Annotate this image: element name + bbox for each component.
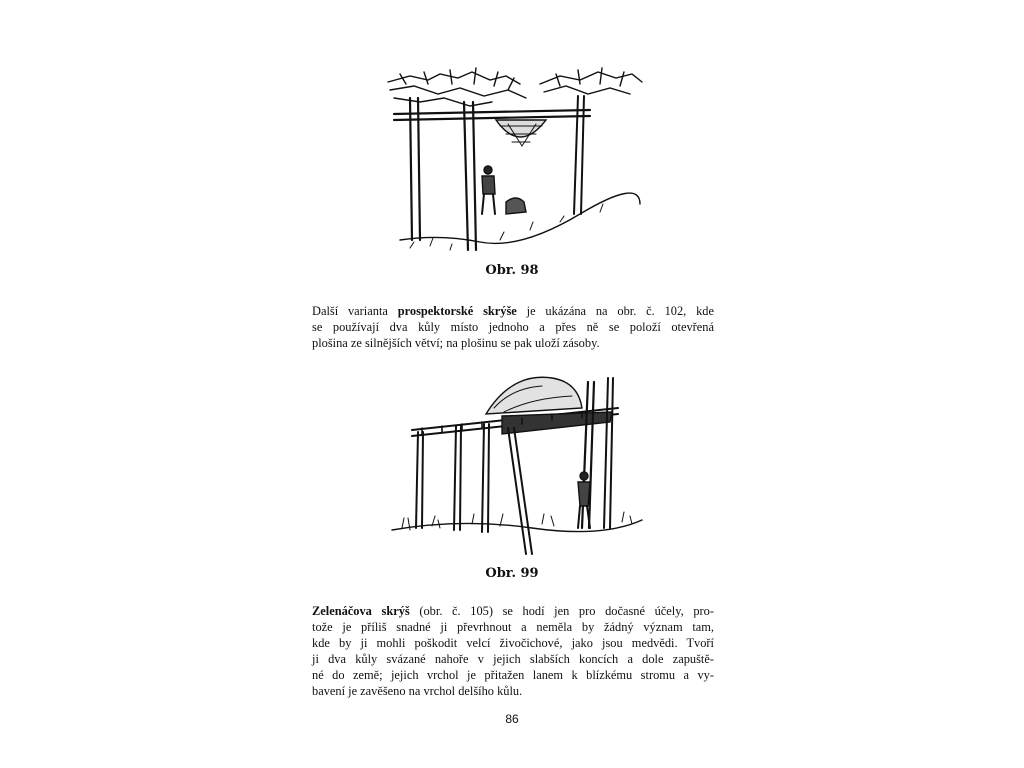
page-number: 86: [505, 712, 519, 726]
body-paragraph-prospector-cache: [312, 303, 714, 351]
text-run: je ukázána na obr. č. 102, kde: [516, 304, 714, 318]
figure-caption-98: Obr. 98: [485, 263, 539, 278]
text-line: [312, 603, 714, 619]
text-line: kde by ji mohli poškodit velcí živočichové, jako jsou medvědi. Tvoří: [312, 636, 714, 650]
fig99-drawing: [382, 368, 650, 558]
text-line: [312, 303, 714, 319]
text-line: tože je příliš snadné ji převrhnout a neměla by žádný význam tam,: [312, 620, 714, 634]
body-paragraph-greenhorn-cache: [312, 603, 714, 699]
text-line: plošina ze silnějších větví; na plošinu se pak uloží zásoby.: [312, 336, 600, 350]
text-line: se používají dva kůly místo jednoho a přes ně se položí otevřená: [312, 320, 714, 334]
text-line: ji dva kůly svázané nahoře v jejich slabších koncích a dole zapuště-: [312, 652, 714, 666]
text-run: Další varianta: [312, 304, 398, 318]
bold-term: prospektorské skrýše: [397, 304, 517, 318]
fig98-drawing: [380, 64, 650, 259]
illustration-platform-cache: [382, 368, 650, 558]
illustration-cache-between-trees: [380, 64, 650, 259]
figure-caption-99: Obr. 99: [485, 566, 539, 581]
bold-term: Zelenáčova skrýš: [312, 604, 410, 618]
text-line: né do země; jejich vrchol je přitažen lanem k blízkému stromu a vy-: [312, 668, 714, 682]
text-run: (obr. č. 105) se hodí jen pro dočasné účely, pro-: [409, 604, 714, 618]
text-line: bavení je zavěšeno na vrchol delšího kůlu.: [312, 684, 523, 698]
